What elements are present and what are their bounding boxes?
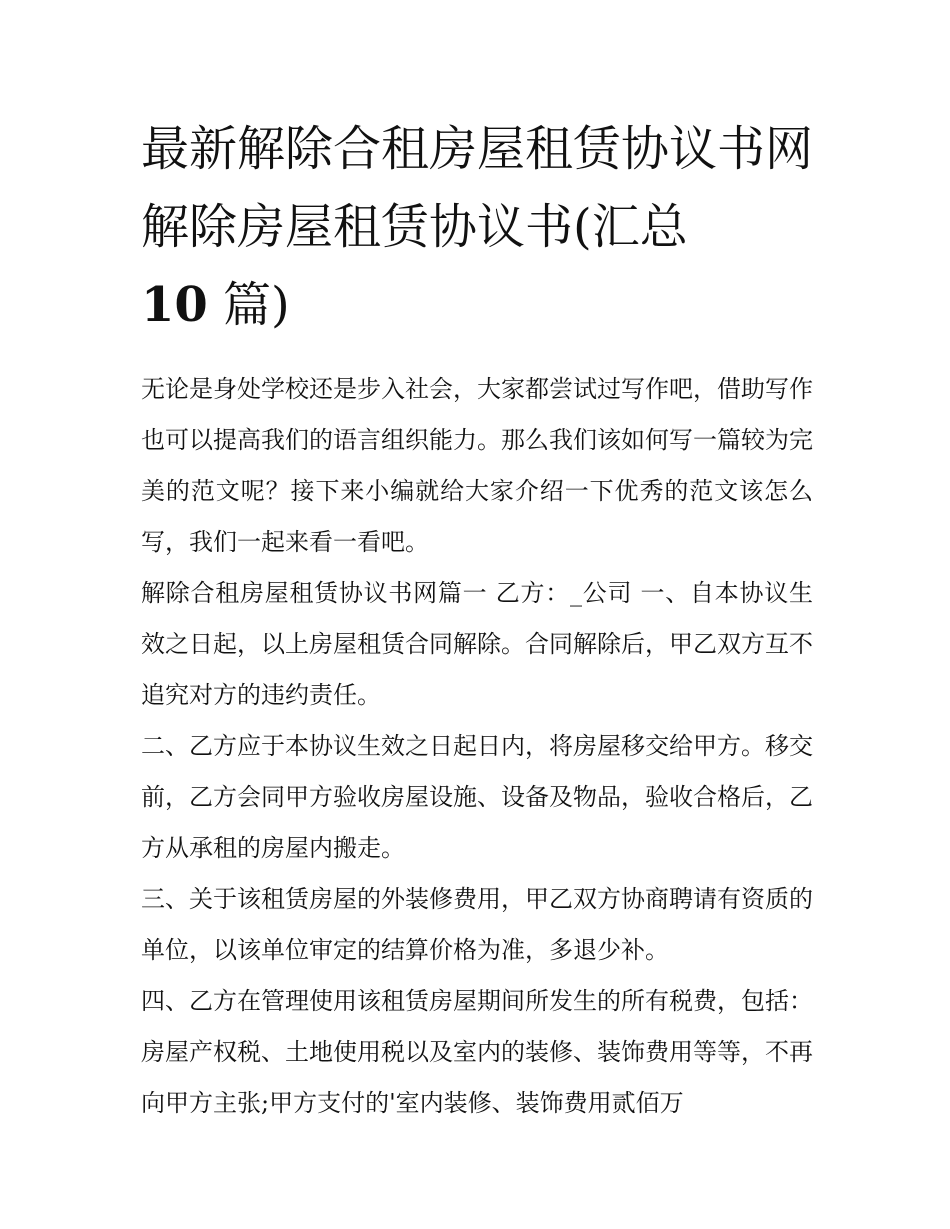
document-body: [141, 364, 813, 1129]
title-text-part2: 篇): [207, 277, 290, 333]
intro-paragraph: 无论是身处学校还是步入社会，大家都尝试过写作吧，借助写作也可以提高我们的语言组织能力。那么我们该如何写一篇较为完美的范文呢？接下来小编就给大家介绍一下优秀的范文该怎么写，我们一起来看一看吧。: [141, 375, 813, 556]
paragraph-article-2: 二、乙方应于本协议生效之日起日内，将房屋移交给甲方。移交前，乙方会同甲方验收房屋设施、设备及物品，验收合格后，乙方从承租的房屋内搬走。: [141, 732, 813, 862]
document-content: [141, 110, 813, 1129]
paragraph-article-4: 四、乙方在管理使用该租赁房屋期间所发生的所有税费，包括：房屋产权税、土地使用税以及室内的装修、装饰费用等等，不再向甲方主张;甲方支付的'室内装修、装饰费用贰佰万: [141, 987, 813, 1117]
title-text-part1: 最新解除合租房屋租赁协议书网 解除房屋租赁协议书(汇总: [141, 121, 814, 255]
title-count: 10: [141, 277, 208, 333]
document-title: [141, 110, 813, 344]
paragraph-article-1: 解除合租房屋租赁协议书网篇一 乙方：_公司 一、自本协议生效之日起，以上房屋租赁合同解除。合同解除后，甲乙双方互不追究对方的违约责任。: [141, 579, 813, 709]
paragraph-article-3: 三、关于该租赁房屋的外装修费用，甲乙双方协商聘请有资质的单位，以该单位审定的结算价格为准，多退少补。: [141, 885, 813, 964]
